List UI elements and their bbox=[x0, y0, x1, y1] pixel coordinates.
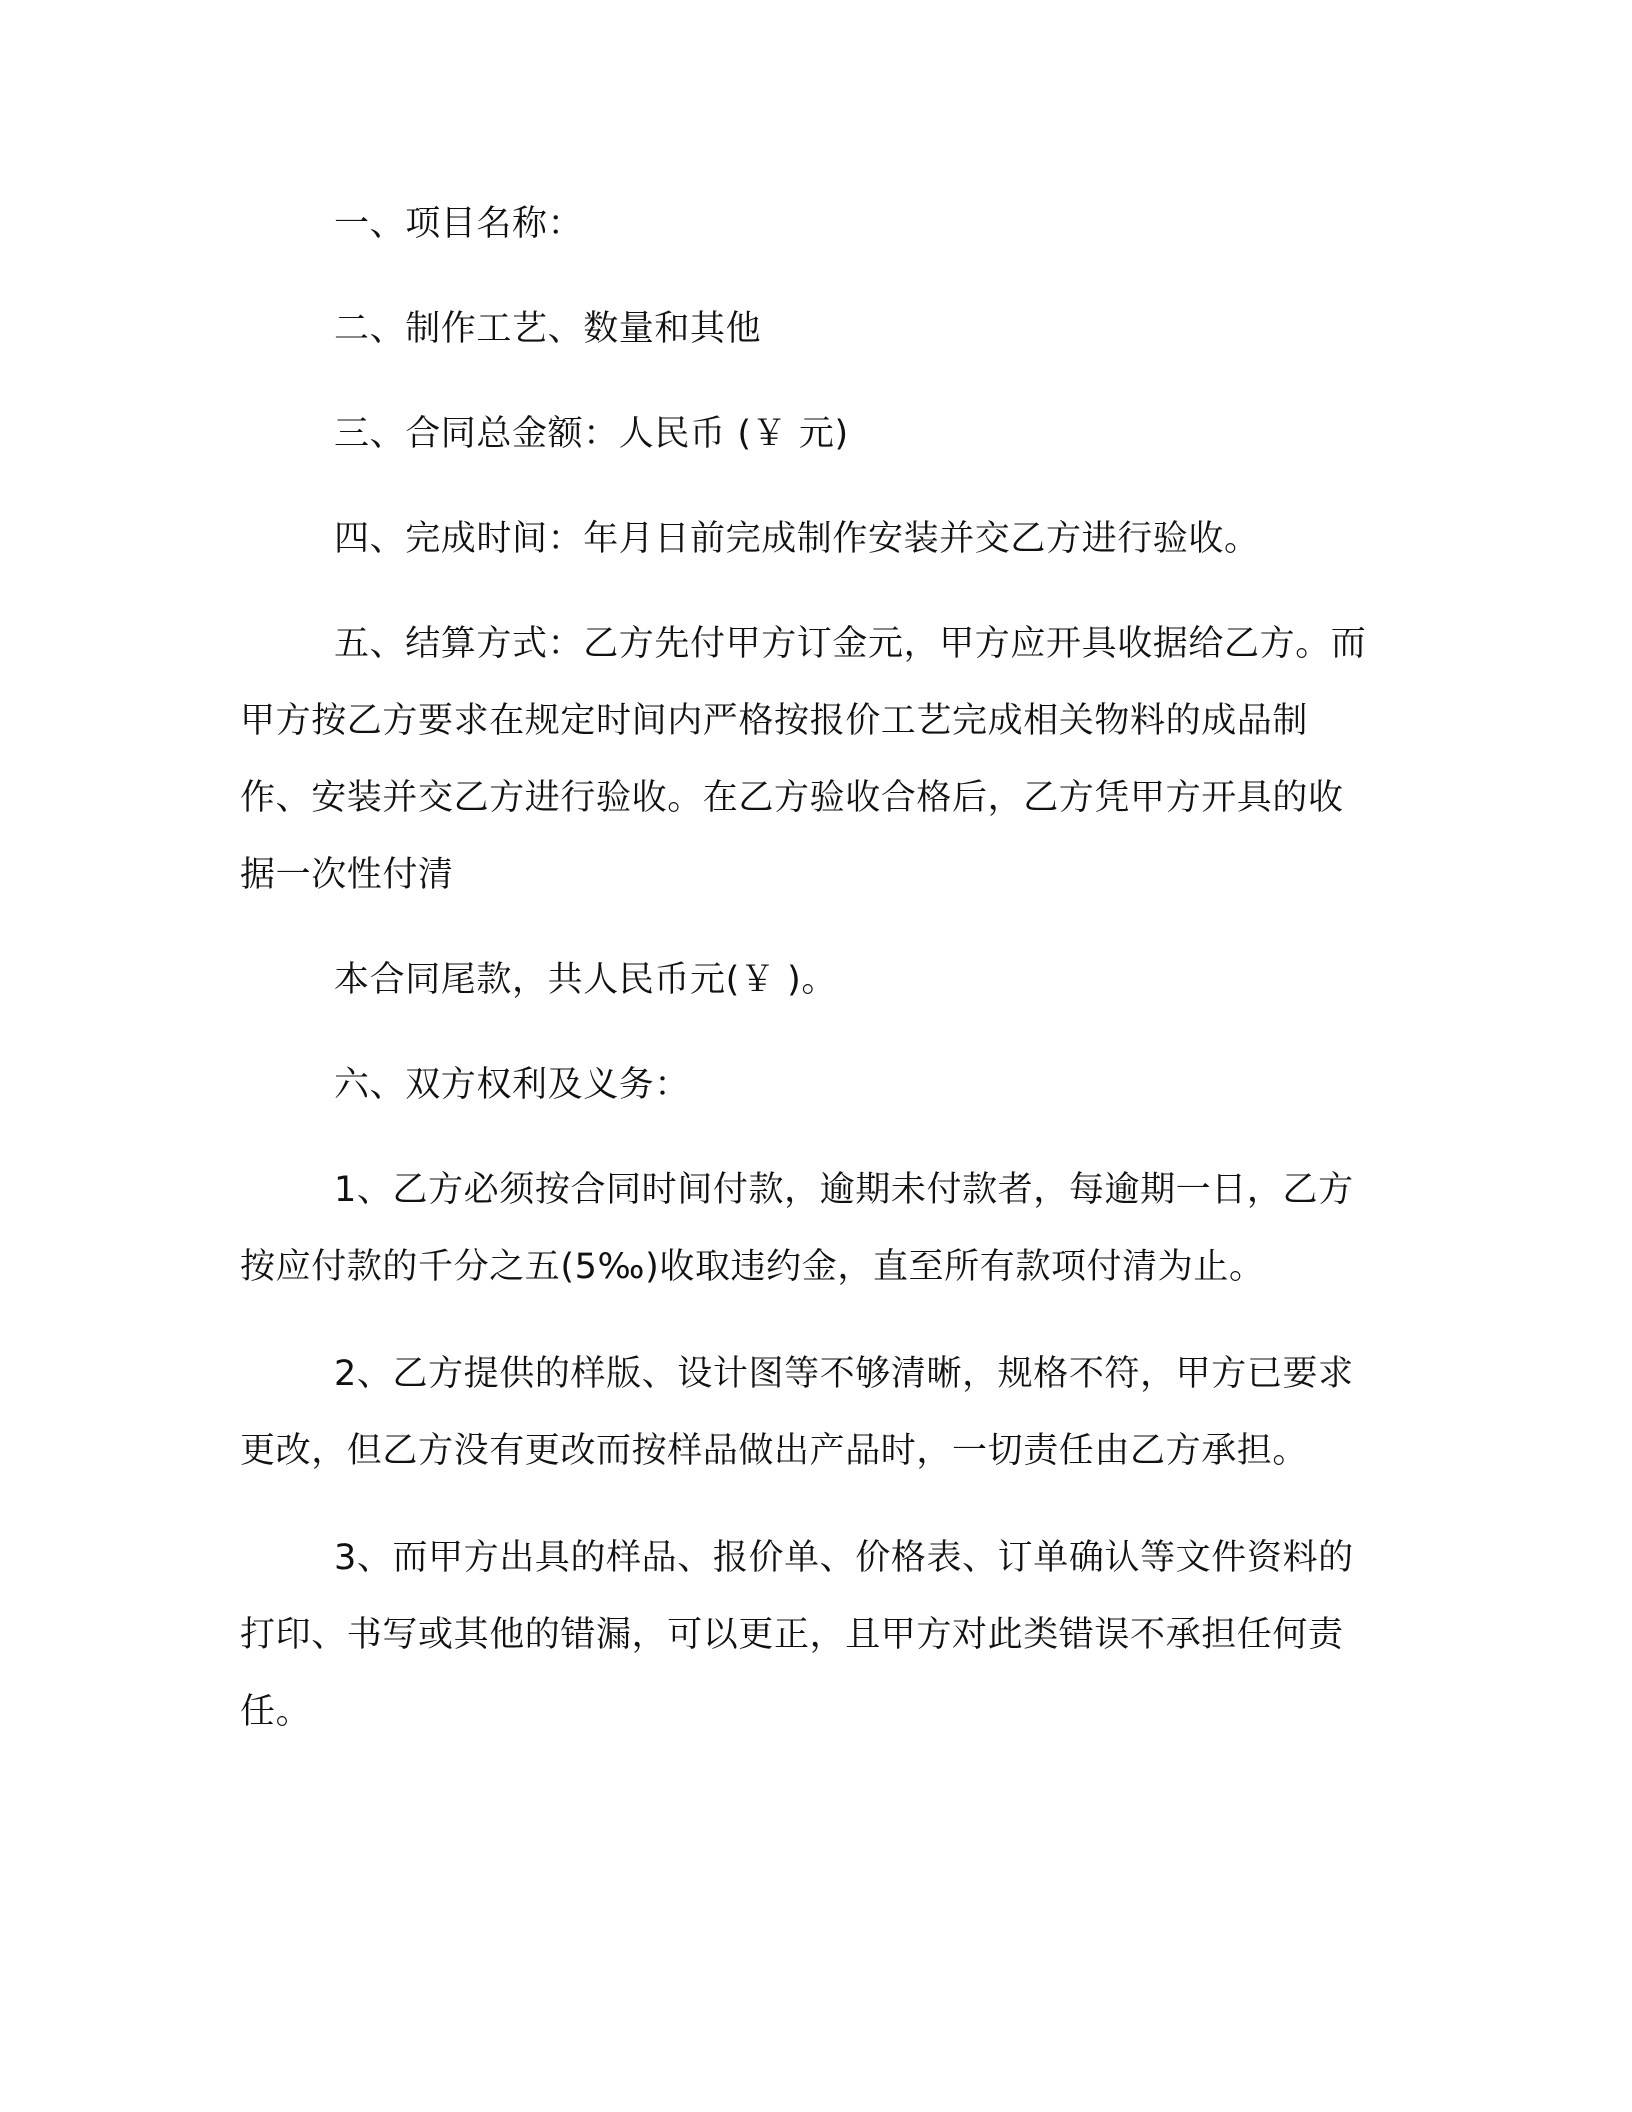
clause-rights-obligations-heading: 六、双方权利及义务： bbox=[334, 1065, 691, 1105]
clause-total-amount: 三、合同总金额：人民币 (￥ 元) bbox=[334, 414, 849, 454]
clause-project-name: 一、项目名称： bbox=[334, 204, 584, 244]
clause-completion-time: 四、完成时间：年月日前完成制作安装并交乙方进行验收。 bbox=[334, 519, 1260, 559]
clause-obligation-3: 3、而甲方出具的样品、报价单、价格表、订单确认等文件资料的打印、书写或其他的错漏，可以更正，且甲方对此类错误不承担任何责任。 bbox=[240, 1538, 1354, 1732]
clause-obligation-2: 2、乙方提供的样版、设计图等不够清晰，规格不符，甲方已要求更改，但乙方没有更改而按样品做出产品时，一切责任由乙方承担。 bbox=[240, 1354, 1354, 1471]
clause-settlement-method: 五、结算方式：乙方先付甲方订金元，甲方应开具收据给乙方。而甲方按乙方要求在规定时间内严格按报价工艺完成相关物料的成品制作、安装并交乙方进行验收。在乙方验收合格后，乙方凭甲方开具的收据一次性付清 bbox=[240, 624, 1367, 895]
clause-craft-quantity: 二、制作工艺、数量和其他 bbox=[334, 309, 762, 349]
clause-final-payment: 本合同尾款，共人民币元(￥ )。 bbox=[334, 960, 838, 1000]
document-body bbox=[240, 186, 1378, 1751]
clause-obligation-1: 1、乙方必须按合同时间付款，逾期未付款者，每逾期一日，乙方按应付款的千分之五(5‰)收取违约金，直至所有款项付清为止。 bbox=[240, 1170, 1354, 1287]
